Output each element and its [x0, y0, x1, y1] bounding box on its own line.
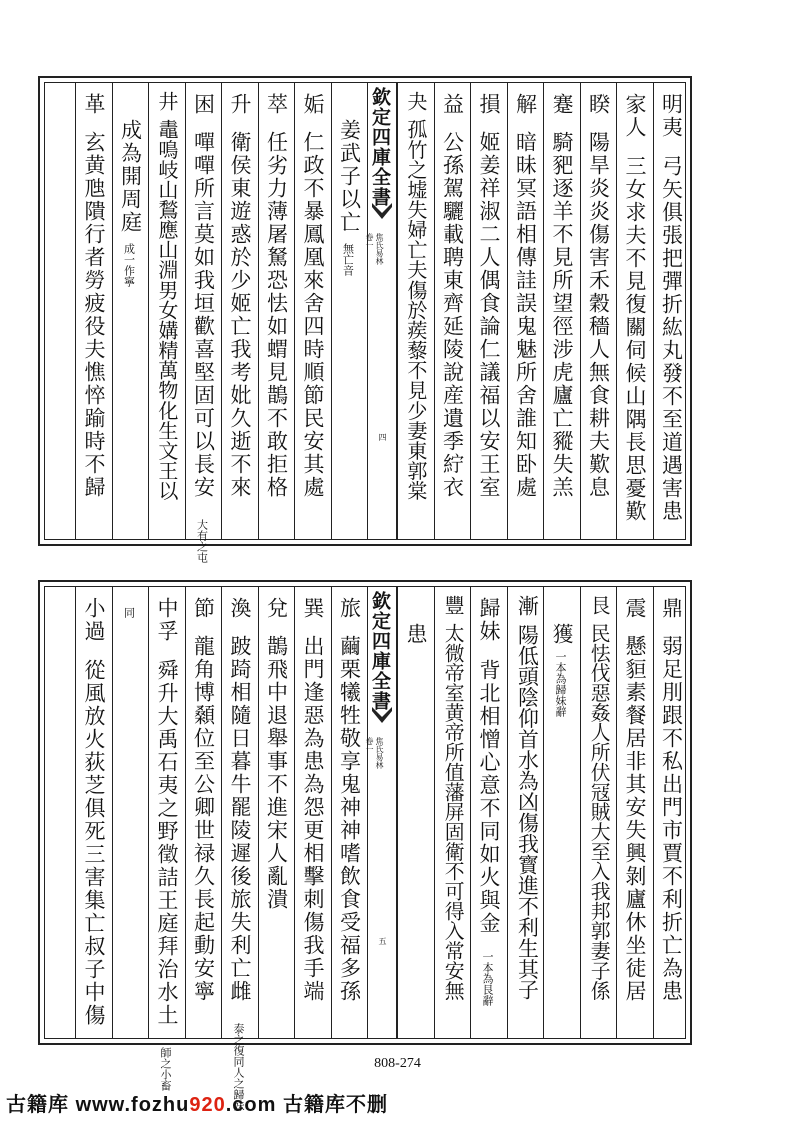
verse-text: 太微帝室黄帝所值藩屏固衛不可得入常安無 [441, 622, 465, 1001]
text-column [75, 587, 113, 1038]
gutter-title: 欽定四庫全書 [369, 591, 391, 711]
text-column [470, 83, 508, 539]
gutter-page: 五 [378, 937, 387, 945]
verse-text: 從風放火荻芝俱死三害集亡叔子中傷 [82, 659, 106, 1027]
verse-text: 三女求夫不見復關伺候山隅長思憂歎 [623, 155, 647, 523]
annotation-note: 泰之復同人之歸妹 [232, 1023, 245, 1111]
gutter-volume: 卷一 [365, 233, 374, 249]
verse-text: 嘽嘽所言莫如我垣歡喜堅固可以長安 [191, 131, 216, 499]
text-column [258, 83, 296, 539]
verse-text: 仁政不暴鳳凰來舍四時順節民安其處 [301, 131, 325, 499]
text-column [331, 587, 369, 1038]
hexagram-name: 困 [191, 93, 216, 116]
hexagram-name: 革 [82, 93, 106, 116]
gutter-page: 四 [378, 433, 387, 441]
verse-text: 患 [404, 623, 428, 646]
verse-text: 民怯伐惡姦人所伏冦賊大至入我邦郭妻子係 [587, 622, 611, 1001]
text-column [580, 587, 618, 1038]
verse-text: 衛侯東遊惑於少姬亡我考妣久逝不來 [228, 131, 252, 499]
text-column [221, 83, 259, 539]
annotation-note: 無亡音 [341, 243, 355, 276]
verse-text: 跛踦相隨日暮牛罷陵遲後旅失利亡雌 [228, 635, 252, 1003]
annotation-note: 成一作寧 [122, 243, 136, 287]
watermark-site: 古籍库 [6, 1094, 69, 1116]
verse-text: 姜武子以亡 [337, 119, 362, 234]
verse-text: 陽低頭陰仰首水為凶傷我寳進不利生其子 [514, 623, 539, 1001]
text-column [294, 83, 332, 539]
verse-text: 出門逢惡為患為怨更相擊刺傷我手端 [301, 635, 325, 1003]
top-page-frame [38, 76, 692, 563]
text-column [543, 83, 581, 539]
text-column [507, 83, 545, 539]
hexagram-name: 萃 [264, 93, 289, 116]
gutter-volume: 卷一 [365, 737, 374, 753]
verse-text: 弓矢俱張把彈折紘丸發不至道遇害患 [659, 155, 684, 523]
text-column [75, 83, 113, 539]
hexagram-name: 渙 [228, 597, 252, 620]
watermark-text: 古籍库不删 [282, 1094, 388, 1116]
verse-text: 騎豝逐羊不見所望徑涉虎廬亡豵失羔 [550, 131, 574, 499]
gutter-bottom [367, 587, 397, 1038]
verse-text: 陽旱炎炎傷害禾穀穡人無食耕夫歎息 [586, 131, 611, 499]
verse-text: 孤竹之墟失婦亡夫傷於蒺藜不見少妻東郭棠 [403, 119, 428, 501]
gutter-title: 欽定四庫全書 [369, 87, 391, 207]
text-column [185, 587, 223, 1038]
hexagram-name: 睽 [586, 93, 611, 116]
fish-tail-mark-icon [370, 705, 394, 725]
verse-text: 任劣力薄屠駑恐怯如蝟見鵲不敢拒格 [264, 131, 289, 499]
text-column [397, 587, 435, 1038]
hexagram-name: 夬 [403, 91, 428, 112]
verse-text: 背北相憎心意不同如火與金 [477, 659, 501, 935]
verse-text: 弱足刖跟不私出門市賈不利折亡為患 [659, 635, 684, 1003]
hexagram-name: 小過 [82, 597, 106, 643]
watermark [6, 1088, 388, 1117]
hexagram-name: 歸妹 [477, 597, 501, 643]
watermark-url-c: .com [225, 1094, 277, 1116]
text-column [616, 587, 654, 1038]
text-column [112, 83, 150, 539]
text-column [185, 83, 223, 563]
hexagram-name: 損 [477, 93, 501, 116]
text-column [148, 83, 186, 539]
annotation-note: 大有之屯 [195, 519, 209, 563]
text-column [331, 83, 369, 539]
text-column [470, 587, 508, 1038]
hexagram-name: 漸 [514, 595, 539, 616]
hexagram-name: 益 [440, 93, 465, 116]
hexagram-name: 兌 [264, 597, 289, 620]
text-column [294, 587, 332, 1038]
annotation-note: 師之小畜 [159, 1047, 172, 1091]
text-column [653, 587, 691, 1038]
text-column [434, 83, 472, 539]
text-column [148, 587, 186, 1091]
hexagram-name: 姤 [301, 93, 325, 116]
text-column [112, 587, 150, 1038]
hexagram-name: 蹇 [550, 93, 574, 116]
top-page-inner [44, 82, 686, 563]
hexagram-name: 升 [228, 93, 252, 116]
fish-tail-mark-icon [370, 201, 394, 221]
hexagram-name: 節 [191, 597, 216, 620]
hexagram-name: 井 [154, 91, 179, 112]
verse-text: 繭栗犧牲敬享鬼神神嗜飲食受福多孫 [337, 635, 362, 1003]
hexagram-name: 解 [513, 93, 538, 116]
hexagram-name: 巽 [301, 597, 325, 620]
verse-text: 鼃鳴岐山鶖應山淵男女媾精萬物化生文王以 [154, 119, 179, 501]
hexagram-name: 家人 [623, 93, 647, 139]
verse-text: 懸貆素餐居非其安失興剝廬休坐徒居 [623, 635, 647, 1003]
hexagram-name: 艮 [587, 595, 611, 615]
verse-text: 舜升大禹石夷之野徵詰王庭拜治水土 [155, 659, 179, 1027]
hexagram-name: 旅 [337, 597, 362, 620]
gutter-book: 焦氏易林 [375, 737, 384, 769]
watermark-url-b: 920 [189, 1094, 226, 1116]
text-column [434, 587, 472, 1038]
verse-text: 獲 [550, 623, 574, 646]
annotation-note: 一本為歸妹辭 [554, 651, 567, 717]
hexagram-name: 豐 [441, 595, 465, 615]
verse-text: 姬姜祥淑二人偶食論仁議福以安王室 [477, 131, 501, 499]
text-column [616, 83, 654, 539]
verse-text: 龍角博顙位至公卿世禄久長起動安寧 [191, 635, 216, 1003]
text-column [580, 83, 618, 539]
text-column [397, 83, 435, 539]
gutter-book: 焦氏易林 [375, 233, 384, 265]
text-column [653, 83, 691, 539]
gutter-top [367, 83, 397, 539]
verse-text: 成為開周庭 [118, 119, 143, 234]
page-number: 808-274 [374, 1056, 421, 1071]
text-column [543, 587, 581, 1038]
annotation-note: 同 [122, 607, 136, 618]
text-column [258, 587, 296, 1038]
watermark-url-a: www.fozhu [75, 1094, 190, 1116]
annotation-note: 一本為艮辭 [481, 951, 494, 1006]
verse-text: 玄黄虺隤行者勞疲役夫憔悴踰時不歸 [82, 131, 106, 499]
hexagram-name: 鼎 [659, 597, 684, 620]
hexagram-name: 明夷 [659, 93, 684, 139]
verse-text: 公孫駕驪載聘東齊延陵說産遺季紵衣 [440, 131, 465, 499]
hexagram-name: 中孚 [155, 597, 179, 643]
text-column [507, 587, 545, 1038]
verse-text: 暗昧冥語相傳詿誤鬼魅所舍誰知卧處 [513, 131, 538, 499]
verse-text: 鵲飛中退舉事不進宋人亂潰 [264, 635, 289, 911]
hexagram-name: 震 [623, 597, 647, 620]
